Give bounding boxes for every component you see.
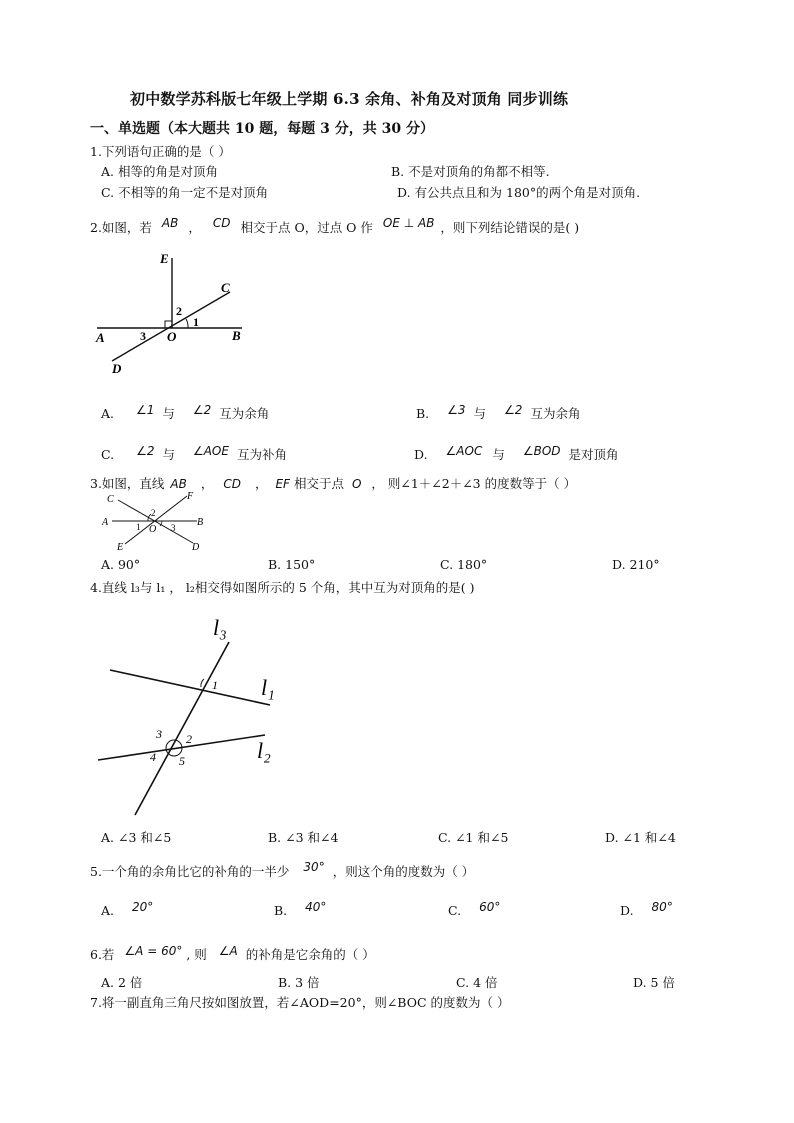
q2-a-with: 与 bbox=[162, 406, 175, 421]
q5-a-letter: A. bbox=[101, 903, 115, 918]
question-3-option-c[interactable]: C. 180° bbox=[440, 557, 488, 572]
q2-fig-angle-2: 2 bbox=[176, 304, 182, 318]
q2-math-cd: CD bbox=[212, 216, 231, 230]
question-4-figure bbox=[95, 615, 295, 820]
q5-a-value: 20° bbox=[132, 900, 154, 914]
q6-text-1: 6.若 bbox=[90, 947, 115, 962]
q3-fig-label-b: B bbox=[197, 517, 204, 528]
q2-a-angle-1: ∠1 bbox=[136, 403, 155, 417]
question-1-stem: 1.下列语句正确的是（ ） bbox=[90, 144, 231, 159]
q2-fig-label-b: B bbox=[232, 328, 241, 343]
q2-b-letter: B. bbox=[416, 406, 430, 421]
question-3-option-b[interactable]: B. 150° bbox=[268, 557, 316, 572]
question-4-option-a[interactable]: A. ∠3 和∠5 bbox=[101, 830, 172, 845]
question-3-stem: 3.如图，直线 AB ， CD ， EF 相交于点 O ， 则∠1＋∠2＋∠3 的度数等于（ ） bbox=[90, 476, 577, 491]
question-4-option-d[interactable]: D. ∠1 和∠4 bbox=[605, 830, 676, 845]
q2-c-letter: C. bbox=[101, 447, 115, 462]
q3-fig-label-d: D bbox=[192, 542, 200, 552]
q3-fig-angle-3: 3 bbox=[171, 523, 176, 533]
question-1-option-a[interactable]: A. 相等的角是对顶角 bbox=[101, 164, 218, 179]
q5-math-30: 30° bbox=[303, 860, 325, 874]
q6-math-a-60: ∠A = 60° bbox=[124, 944, 183, 958]
question-5-stem bbox=[90, 862, 474, 880]
question-6-stem bbox=[90, 945, 375, 963]
question-5-option-a[interactable] bbox=[101, 900, 154, 918]
question-3-option-a[interactable]: A. 90° bbox=[101, 557, 141, 572]
question-1-option-b[interactable]: B. 不是对顶角的角都不相等. bbox=[391, 164, 550, 179]
question-7-stem: 7.将一副直角三角尺按如图放置，若∠AOD=20°，则∠BOC 的度数为（ ） bbox=[90, 995, 510, 1010]
q2-b-relation: 互为余角 bbox=[530, 406, 581, 421]
q6-text-3: 的补角是它余角的（ ） bbox=[245, 947, 375, 962]
q2-text-2: 相交于点 O，过点 O 作 bbox=[240, 220, 373, 235]
question-5-option-d[interactable] bbox=[620, 900, 673, 918]
q4-fig-angle-4: 4 bbox=[150, 750, 156, 764]
q2-c-relation: 互为补角 bbox=[236, 447, 287, 462]
q5-c-letter: C. bbox=[448, 903, 462, 918]
question-2-option-d[interactable] bbox=[414, 445, 619, 463]
q5-text-2: ，则这个角的度数为（ ） bbox=[332, 864, 475, 879]
q3-fig-label-f: F bbox=[187, 491, 194, 502]
q2-b-angle-2: ∠2 bbox=[504, 403, 523, 417]
q3-math-ab: AB bbox=[170, 477, 187, 491]
q3-fig-label-c: C bbox=[107, 494, 114, 505]
q2-fig-label-a: A bbox=[96, 330, 105, 345]
q3-math-ef: EF bbox=[275, 477, 290, 491]
q2-comma: ， bbox=[188, 220, 201, 235]
q2-fig-angle-3: 3 bbox=[140, 329, 146, 343]
question-5-option-c[interactable] bbox=[448, 900, 501, 918]
q2-a-angle-2: ∠2 bbox=[192, 403, 212, 417]
q2-d-angle-2: ∠BOD bbox=[522, 444, 561, 458]
q2-b-angle-1: ∠3 bbox=[447, 403, 466, 417]
q2-text-3: ，则下列结论错误的是( ) bbox=[440, 220, 580, 235]
q2-c-angle-1: ∠2 bbox=[136, 444, 155, 458]
q3-math-o: O bbox=[351, 477, 362, 491]
q3-fig-angle-1: 1 bbox=[136, 522, 141, 532]
q4-fig-angle-5: 5 bbox=[179, 754, 185, 768]
q2-fig-label-o: O bbox=[167, 329, 177, 344]
q3-fig-label-o: O bbox=[149, 524, 157, 535]
q4-fig-angle-1: 1 bbox=[212, 678, 218, 692]
question-4-option-b[interactable]: B. ∠3 和∠4 bbox=[268, 830, 339, 845]
q3-fig-angle-2: 2 bbox=[151, 508, 156, 518]
q2-d-angle-1: ∠AOC bbox=[445, 444, 483, 458]
question-2-figure bbox=[92, 248, 252, 378]
question-6-option-b[interactable]: B. 3 倍 bbox=[278, 975, 320, 990]
q5-d-value: 80° bbox=[651, 900, 673, 914]
question-1-option-d[interactable]: D. 有公共点且和为 180°的两个角是对顶角. bbox=[397, 185, 641, 200]
question-2-option-b[interactable] bbox=[416, 404, 580, 422]
q2-a-relation: 互为余角 bbox=[219, 406, 270, 421]
q2-text-1: 2.如图，若 bbox=[90, 220, 152, 235]
q5-c-value: 60° bbox=[479, 900, 501, 914]
q2-b-with: 与 bbox=[473, 406, 487, 421]
q6-math-a: ∠A bbox=[218, 944, 238, 958]
q3-fig-label-a: A bbox=[102, 517, 109, 528]
q4-fig-angle-2: 2 bbox=[186, 732, 192, 746]
q2-a-letter: A. bbox=[101, 406, 115, 421]
q3-math-cd: CD bbox=[223, 477, 241, 491]
question-6-option-a[interactable]: A. 2 倍 bbox=[101, 975, 143, 990]
question-6-option-c[interactable]: C. 4 倍 bbox=[456, 975, 498, 990]
question-2-option-a[interactable] bbox=[101, 404, 269, 422]
q6-text-2: , 则 bbox=[186, 947, 207, 962]
q4-fig-line-l2: l₂ bbox=[257, 738, 271, 763]
question-5-option-b[interactable] bbox=[274, 900, 327, 918]
q2-d-relation: 是对顶角 bbox=[568, 447, 619, 462]
q5-text-1: 5.一个角的余角比它的补角的一半少 bbox=[90, 864, 290, 879]
q3-text-1: 3.如图，直线 bbox=[90, 476, 165, 491]
page-title: 初中数学苏科版七年级上学期 6.3 余角、补角及对顶角 同步训练 bbox=[130, 90, 569, 108]
question-6-option-d[interactable]: D. 5 倍 bbox=[633, 975, 675, 990]
q3-fig-label-e: E bbox=[117, 542, 124, 552]
q2-fig-label-d: D bbox=[112, 361, 122, 376]
section-heading: 一、单选题（本大题共 10 题，每题 3 分，共 30 分） bbox=[90, 121, 434, 137]
q5-b-value: 40° bbox=[305, 900, 327, 914]
question-2-stem bbox=[90, 218, 579, 236]
q5-b-letter: B. bbox=[274, 903, 288, 918]
q2-fig-label-c: C bbox=[221, 280, 230, 295]
q2-d-with: 与 bbox=[492, 447, 505, 462]
q2-math-oe-perp-ab: OE ⊥ AB bbox=[382, 216, 435, 230]
q5-d-letter: D. bbox=[620, 903, 634, 918]
question-4-option-c[interactable]: C. ∠1 和∠5 bbox=[438, 830, 509, 845]
q4-fig-line-l1: l₁ bbox=[261, 675, 275, 700]
question-2-option-c[interactable] bbox=[101, 445, 287, 463]
q4-fig-line-l3: l₃ bbox=[213, 615, 227, 640]
q2-d-letter: D. bbox=[414, 447, 428, 462]
q3-text-2: 相交于点 bbox=[293, 476, 344, 491]
q2-c-angle-2: ∠AOE bbox=[192, 444, 229, 458]
q4-fig-angle-3: 3 bbox=[156, 727, 162, 741]
question-3-option-d[interactable]: D. 210° bbox=[612, 557, 660, 572]
q2-fig-label-e: E bbox=[160, 251, 169, 266]
q2-fig-angle-1: 1 bbox=[193, 315, 199, 329]
question-3-figure bbox=[100, 490, 210, 552]
q2-math-ab: AB bbox=[161, 216, 179, 230]
q3-text-3: ， 则∠1＋∠2＋∠3 的度数等于（ ） bbox=[371, 476, 577, 491]
question-1-option-c[interactable]: C. 不相等的角一定不是对顶角 bbox=[101, 185, 269, 200]
question-4-stem: 4.直线 l₃与 l₁ ， l₂相交得如图所示的 5 个角，其中互为对顶角的是( ) bbox=[90, 580, 475, 595]
q2-c-with: 与 bbox=[162, 447, 175, 462]
